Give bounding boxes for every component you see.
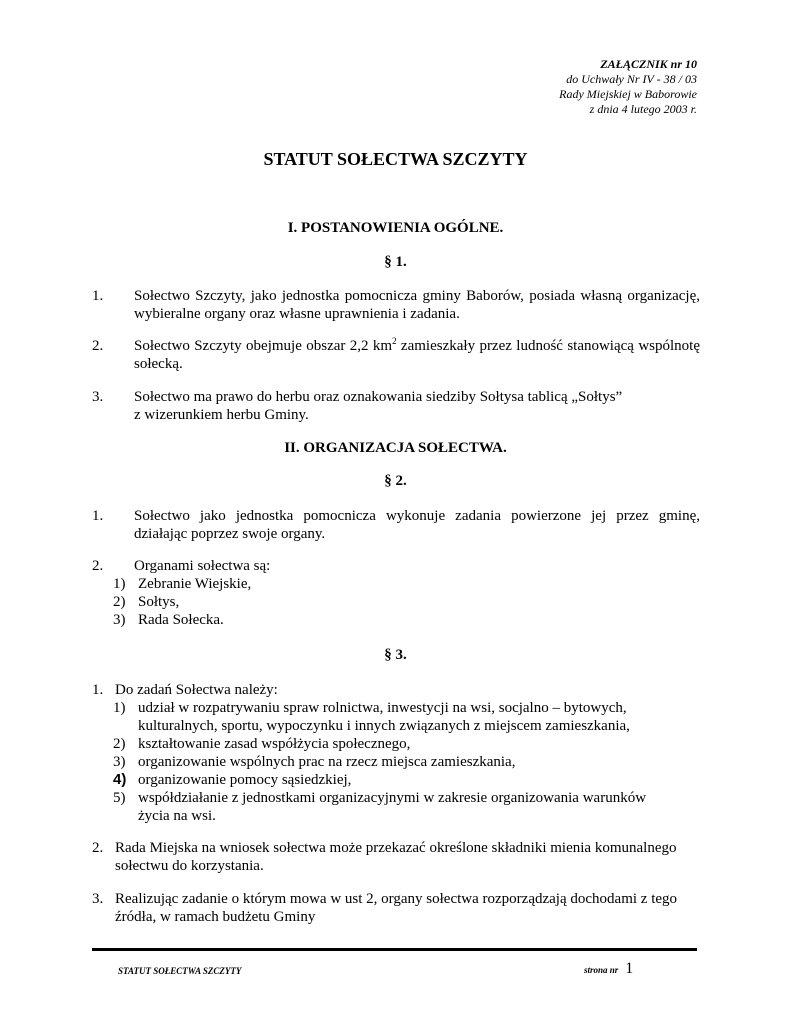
document-title: STATUT SOŁECTWA SZCZYTY bbox=[263, 149, 528, 169]
council-name: Rady Miejskiej w Baborowie bbox=[559, 87, 697, 101]
page-indicator bbox=[584, 960, 633, 978]
list-number: 2) bbox=[113, 736, 126, 752]
section-heading-organization: II. ORGANIZACJA SOŁECTWA. bbox=[284, 440, 507, 456]
footer-divider bbox=[92, 948, 697, 951]
paragraph-sign-2: § 2. bbox=[384, 473, 407, 489]
list-item: Sołtys, bbox=[138, 594, 180, 610]
item-text-line: Rada Miejska na wniosek sołectwa może przekazać określone składniki mienia komunalnego bbox=[115, 840, 677, 856]
resolution-reference: do Uchwały Nr IV - 38 / 03 bbox=[566, 72, 697, 86]
item-number: 1. bbox=[92, 508, 104, 524]
list-item-line: kulturalnych, sportu, wypoczynku i innych związanych z miejscem zamieszkania, bbox=[138, 718, 630, 734]
list-number: 3) bbox=[113, 754, 126, 770]
list-item-line: kształtowanie zasad współżycia społecznego, bbox=[138, 736, 411, 752]
item-text-part: zamieszkały przez ludność stanowiącą wspólnotę sołecką. bbox=[134, 338, 700, 372]
item-number: 1. bbox=[92, 682, 104, 698]
paragraph-sign-1: § 1. bbox=[384, 254, 407, 270]
list-number: 3) bbox=[113, 612, 126, 628]
item-number: 2. bbox=[92, 558, 104, 574]
list-item: Rada Sołecka. bbox=[138, 612, 224, 628]
list-number: 2) bbox=[113, 594, 126, 610]
footer-title: STATUT SOŁECTWA SZCZYTY bbox=[118, 966, 242, 976]
list-item-line: życia na wsi. bbox=[138, 808, 216, 824]
list-number: 5) bbox=[113, 790, 126, 806]
item-number: 1. bbox=[92, 288, 104, 304]
list-item-line: organizowanie pomocy sąsiedzkiej, bbox=[138, 772, 352, 788]
superscript: 2 bbox=[392, 336, 397, 346]
item-text: Sołectwo jako jednostka pomocnicza wykonuje zadania powierzone jej przez gminę, działając poprzez swoje organy. bbox=[134, 508, 700, 542]
item-text: Organami sołectwa są: bbox=[134, 558, 271, 574]
paragraph-sign-3: § 3. bbox=[384, 647, 407, 663]
page-label: strona nr bbox=[584, 965, 619, 975]
item-text-line: Sołectwo ma prawo do herbu oraz oznakowania siedziby Sołtysa tablicą „Sołtys” bbox=[134, 389, 623, 405]
item-text bbox=[134, 337, 700, 373]
item-text-line: sołectwu do korzystania. bbox=[115, 858, 264, 874]
item-text-line: z wizerunkiem herbu Gminy. bbox=[134, 407, 309, 423]
attachment-number: ZAŁĄCZNIK nr 10 bbox=[600, 57, 697, 71]
section-heading-general: I. POSTANOWIENIA OGÓLNE. bbox=[287, 220, 504, 236]
item-number: 2. bbox=[92, 338, 104, 354]
list-number: 1) bbox=[113, 576, 126, 592]
list-item-line: współdziałanie z jednostkami organizacyjnymi w zakresie organizowania warunków bbox=[138, 790, 647, 806]
resolution-date: z dnia 4 lutego 2003 r. bbox=[589, 102, 697, 116]
item-text-part: Sołectwo Szczyty obejmuje obszar 2,2 km bbox=[134, 338, 393, 354]
item-number: 3. bbox=[92, 389, 104, 405]
item-number: 2. bbox=[92, 840, 104, 856]
page-number: 1 bbox=[625, 960, 634, 977]
item-text-line: źródła, w ramach budżetu Gminy bbox=[115, 909, 316, 925]
item-text: Do zadań Sołectwa należy: bbox=[115, 682, 278, 698]
item-number: 3. bbox=[92, 891, 104, 907]
attachment-header bbox=[559, 57, 697, 117]
list-item: Zebranie Wiejskie, bbox=[138, 576, 252, 592]
item-text-line: Realizując zadanie o którym mowa w ust 2, organy sołectwa rozporządzają dochodami z tego bbox=[115, 891, 678, 907]
list-item-line: organizowanie wspólnych prac na rzecz miejsca zamieszkania, bbox=[138, 754, 516, 770]
list-number: 1) bbox=[113, 700, 126, 716]
item-text: Sołectwo Szczyty, jako jednostka pomocnicza gminy Baborów, posiada własną organizację, wybieralne organy oraz własne uprawnienia i zadania. bbox=[134, 288, 700, 322]
list-number: 4) bbox=[113, 771, 127, 788]
list-item-line: udział w rozpatrywaniu spraw rolnictwa, inwestycji na wsi, socjalno – bytowych, bbox=[138, 700, 627, 716]
